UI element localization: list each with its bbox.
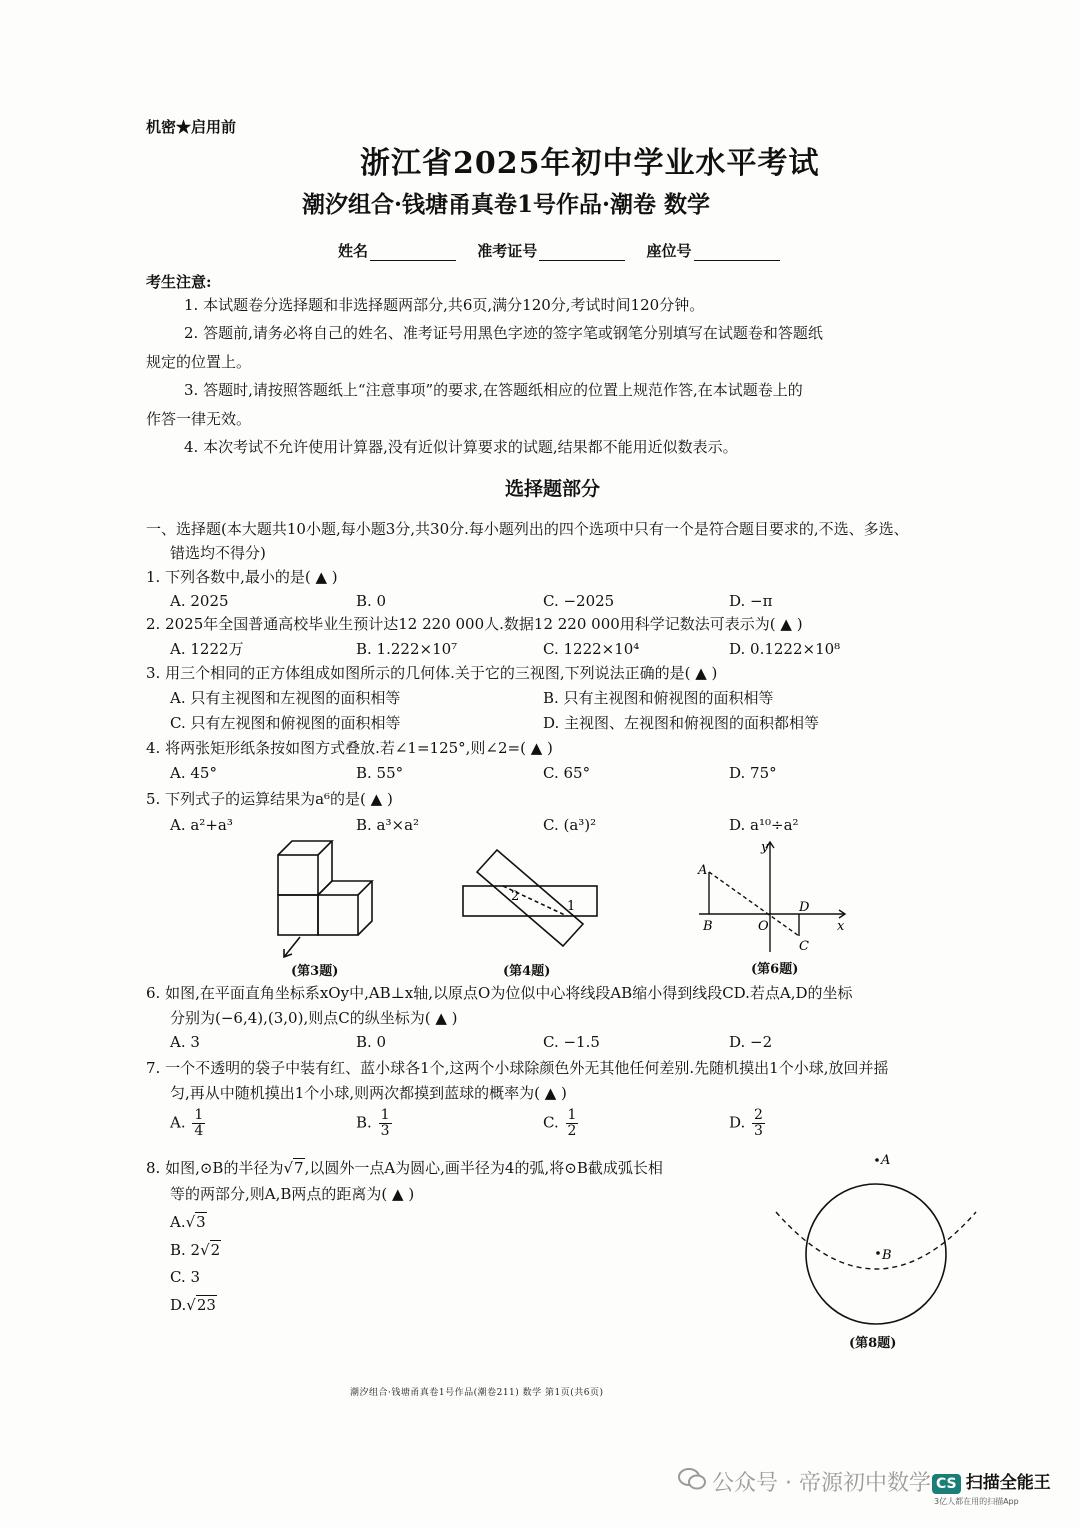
q8-option-a-radicand: 3 [196, 1213, 206, 1231]
figure-q6-coordinates [695, 838, 855, 958]
q6-stem-cont: 分别为(−6,4),(3,0),则点C的纵坐标为( ▲ ) [170, 1009, 458, 1027]
q2-option-a: A. 1222万 [170, 640, 244, 658]
notice-line: 4. 本次考试不允许使用计算器,没有近似计算要求的试题,结果都不能用近似数表示。 [184, 438, 738, 456]
wechat-watermark: 公众号 · 帝源初中数学 [712, 1471, 931, 1496]
q7-option-a [170, 1108, 205, 1139]
figure-q6-label: x [837, 919, 845, 934]
exam-id-field-label: 准考证号 [477, 242, 538, 260]
q8-option-d: D.√23 [170, 1296, 216, 1314]
q5-option-b: B. a³×a² [356, 816, 420, 834]
q7-stem-cont: 匀,再从中随机摸出1个小球,则两次都摸到蓝球的概率为( ▲ ) [170, 1084, 567, 1102]
seat-field-label: 座位号 [646, 242, 692, 260]
q4-option-c: C. 65° [543, 764, 591, 782]
q5-option-d: D. a¹⁰÷a² [729, 816, 799, 834]
q8-stem-radicand: 7 [294, 1159, 304, 1177]
info-fields [338, 241, 780, 261]
q3-option-a: A. 只有主视图和左视图的面积相等 [170, 689, 401, 707]
q4-option-b: B. 55° [356, 764, 404, 782]
fraction-denominator: 3 [380, 1123, 390, 1139]
fraction-denominator: 4 [194, 1123, 204, 1139]
figure-q4-angle1-label: 1 [567, 899, 576, 914]
q6-option-d: D. −2 [729, 1033, 773, 1051]
notice-line: 规定的位置上。 [146, 353, 252, 371]
q7-stem: 7. 一个不透明的袋子中装有红、蓝小球各1个,这两个小球除颜色外无其他任何差别.先随机摸出1个小球,放回并摇 [146, 1059, 889, 1077]
q5-option-a: A. a²+a³ [170, 816, 233, 834]
q8-option-d-label: D. [170, 1296, 187, 1314]
q7-option-c [543, 1108, 578, 1139]
notice-line: 3. 答题时,请按照答题纸上“注意事项”的要求,在答题纸相应的位置上规范作答,在本试题卷上的 [184, 381, 803, 399]
notice-heading: 考生注意: [146, 273, 212, 291]
figure-q4-caption: (第4题) [503, 964, 551, 979]
fraction-numerator: 1 [567, 1107, 577, 1123]
q6-option-c: C. −1.5 [543, 1033, 600, 1051]
q2-option-b: B. 1.222×10⁷ [356, 640, 458, 658]
q7-option-d [729, 1108, 765, 1139]
q8-option-a-label: A. [170, 1213, 186, 1231]
q2-option-c: C. 1222×10⁴ [543, 640, 640, 658]
q1-stem: 1. 下列各数中,最小的是( ▲ ) [146, 568, 338, 586]
q5-stem: 5. 下列式子的运算结果为a⁶的是( ▲ ) [146, 790, 393, 808]
wechat-icon [677, 1466, 707, 1492]
figure-q8-label-b: B [882, 1248, 892, 1263]
fraction-numerator: 1 [194, 1107, 204, 1123]
q8-option-b-radicand: 2 [210, 1241, 221, 1259]
camscanner-badge: CS [932, 1474, 961, 1494]
q2-option-d: D. 0.1222×10⁸ [729, 640, 841, 658]
camscanner-logo [932, 1468, 1051, 1494]
page-subtitle: 潮汐组合·钱塘甬真卷1号作品·潮卷 数学 [302, 191, 711, 218]
q3-option-b: B. 只有主视图和俯视图的面积相等 [543, 689, 774, 707]
q6-option-a: A. 3 [170, 1033, 200, 1051]
q6-stem: 6. 如图,在平面直角坐标系xOy中,AB⊥x轴,以原点O为位似中心将线段AB缩小得到线段CD.若点A,D的坐标 [146, 984, 853, 1002]
name-field[interactable] [370, 246, 456, 261]
fraction-denominator: 3 [754, 1123, 763, 1139]
figure-q8-label-a: A [881, 1153, 891, 1168]
q7-option-b [356, 1108, 392, 1139]
q8-option-c: C. 3 [170, 1268, 201, 1286]
q5-option-c: C. (a³)² [543, 816, 597, 834]
figure-q8-caption: (第8题) [849, 1336, 897, 1351]
camscanner-name: 扫描全能王 [965, 1473, 1051, 1493]
part1-instructions-cont: 错选均不得分) [170, 544, 266, 562]
q7-option-c-label: C. [543, 1113, 559, 1132]
q1-option-c: C. −2025 [543, 592, 615, 610]
figure-q6-label: D [799, 900, 810, 915]
q3-option-d: D. 主视图、左视图和俯视图的面积都相等 [543, 714, 820, 732]
q7-option-c-fraction [566, 1108, 579, 1139]
part1-instructions: 一、选择题(本大题共10小题,每小题3分,共30分.每小题列出的四个选项中只有一个是符合题目要求的,不选、多选、 [146, 520, 909, 538]
notice-line: 2. 答题前,请务必将自己的姓名、准考证号用黑色字迹的签字笔或钢笔分别填写在试题卷和答题纸 [184, 324, 823, 342]
fraction-numerator: 2 [754, 1107, 763, 1123]
q4-option-a: A. 45° [170, 764, 217, 782]
q7-option-b-label: B. [356, 1113, 372, 1132]
figure-q3-cubes [270, 835, 380, 965]
notice-line: 作答一律无效。 [146, 410, 252, 428]
q4-option-d: D. 75° [729, 764, 777, 782]
q2-stem: 2. 2025年全国普通高校毕业生预计达12 220 000人.数据12 220 000用科学记数法可表示为( ▲ ) [146, 615, 803, 633]
figure-q6-label: y [761, 840, 769, 855]
q8-option-b-label: B. 2 [170, 1241, 201, 1259]
q7-option-b-fraction [379, 1108, 392, 1139]
q7-option-a-fraction [192, 1108, 205, 1139]
q1-option-b: B. 0 [356, 592, 387, 610]
q4-stem: 4. 将两张矩形纸条按如图方式叠放.若∠1=125°,则∠2=( ▲ ) [146, 739, 553, 757]
seat-field[interactable] [694, 246, 780, 261]
notice-line: 1. 本试题卷分选择题和非选择题两部分,共6页,满分120分,考试时间120分钟。 [184, 296, 705, 314]
figure-q6-label: C [799, 939, 809, 954]
q6-option-b: B. 0 [356, 1033, 387, 1051]
section-title: 选择题部分 [505, 478, 601, 500]
q7-option-d-fraction [752, 1108, 765, 1139]
q1-option-a: A. 2025 [170, 592, 229, 610]
name-field-label: 姓名 [338, 242, 369, 260]
q8-option-b: B. 2√2 [170, 1241, 221, 1259]
page-title: 浙江省2025年初中学业水平考试 [360, 146, 820, 181]
q7-option-d-label: D. [729, 1113, 746, 1132]
page-footer: 潮汐组合·钱塘甬真卷1号作品(潮卷211) 数学 第1页(共6页) [350, 1388, 604, 1398]
figure-q6-caption: (第6题) [751, 962, 799, 977]
camscanner-tagline: 3亿人都在用的扫描App [934, 1497, 1019, 1506]
q8-stem-part1: 8. 如图,⊙B的半径为 [146, 1159, 284, 1177]
q3-option-c: C. 只有左视图和俯视图的面积相等 [170, 714, 401, 732]
fraction-numerator: 1 [380, 1107, 390, 1123]
q8-option-d-radicand: 23 [196, 1296, 216, 1314]
figure-q3-caption: (第3题) [291, 964, 339, 979]
q8-stem: 8. 如图,⊙B的半径为√7,以圆外一点A为圆心,画半径为4的弧,将⊙B截成弧长相 [146, 1159, 663, 1177]
q8-stem-part2: ,以圆外一点A为圆心,画半径为4的弧,将⊙B截成弧长相 [304, 1159, 663, 1177]
q1-option-d: D. −π [729, 592, 773, 610]
fraction-denominator: 2 [567, 1123, 577, 1139]
q7-option-a-label: A. [170, 1113, 186, 1132]
q3-stem: 3. 用三个相同的正方体组成如图所示的几何体.关于它的三视图,下列说法正确的是( ▲ ) [146, 664, 718, 682]
figure-q4-angle2-label: 2 [511, 889, 520, 904]
q8-stem-cont: 等的两部分,则A,B两点的距离为( ▲ ) [170, 1185, 415, 1203]
exam-id-field[interactable] [539, 246, 625, 261]
figure-q6-label: O [758, 919, 769, 934]
q8-option-a: A.√3 [170, 1213, 206, 1231]
figure-q4-strips [455, 840, 605, 960]
figure-q8-circle [770, 1148, 990, 1332]
secret-label: 机密★启用前 [146, 118, 237, 136]
figure-q6-label: B [703, 919, 713, 934]
figure-q6-label: A [698, 863, 708, 878]
